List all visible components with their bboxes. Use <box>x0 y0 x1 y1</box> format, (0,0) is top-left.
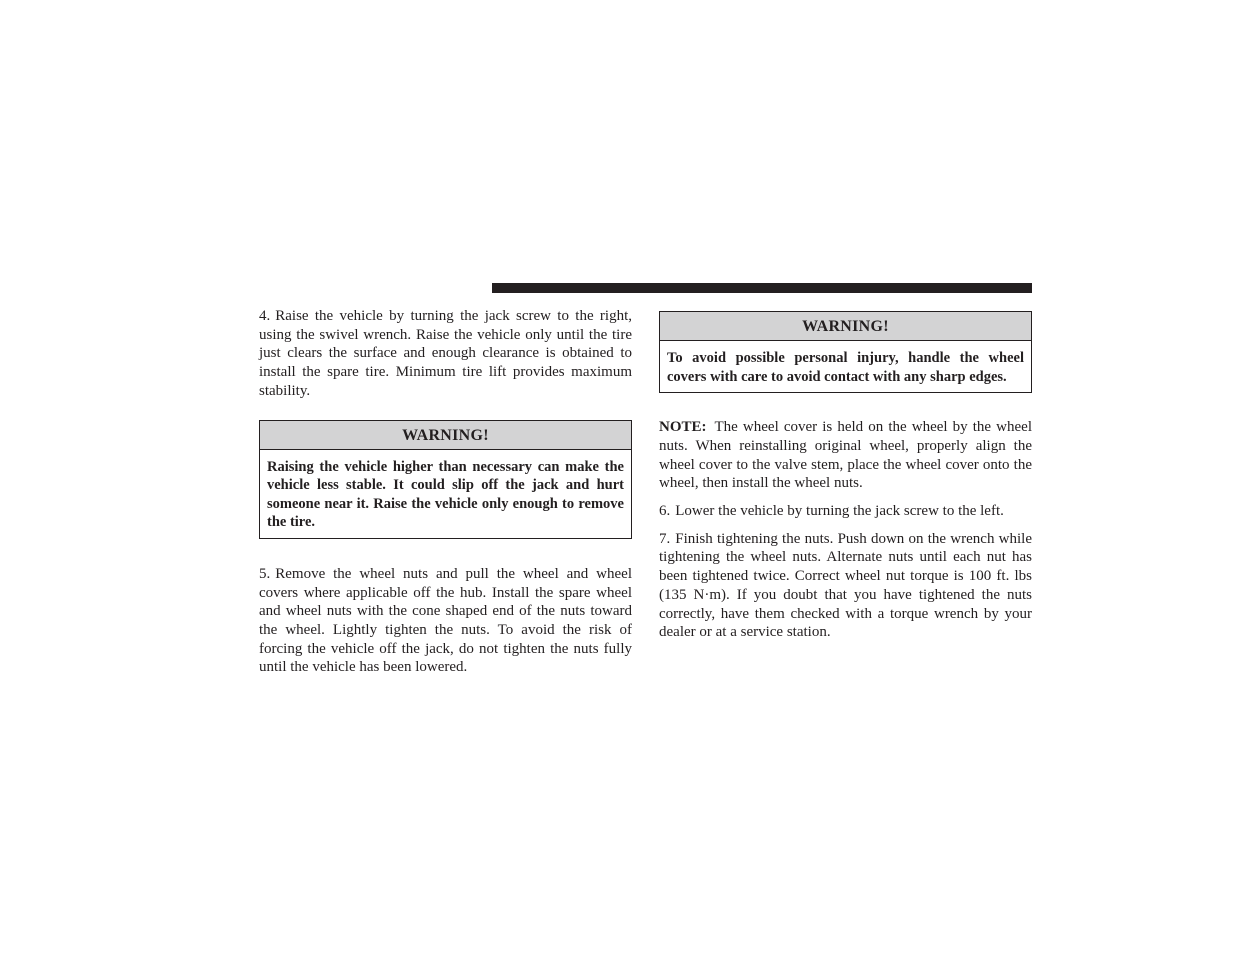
step-5-paragraph <box>259 565 632 677</box>
step-7-paragraph <box>659 530 1032 642</box>
right-column <box>659 307 1032 642</box>
wheel-cover-warning-text: To avoid possible personal injury, handle the wheel covers with care to avoid contact with any sharp edges. <box>667 350 1024 385</box>
note-paragraph <box>659 418 1032 493</box>
note-label: NOTE: <box>659 419 707 436</box>
jack-warning-text: Raising the vehicle higher than necessary can make the vehicle less stable. It could slip off the jack and hurt someone near it. Raise the vehicle only enough to remove the tire. <box>267 458 624 531</box>
step-4-text: Raise the vehicle by turning the jack screw to the right, using the swivel wrench. Raise the vehicle only until the tire just clears the surface and enough clearance is obtained to install the spare tire. Minimum tire lift provides maximum stability. <box>259 308 632 399</box>
step-4-paragraph <box>259 307 632 401</box>
step-7-number: 7. <box>659 530 671 547</box>
step-4-number: 4. <box>259 308 271 324</box>
wheel-cover-warning-box <box>659 311 1032 393</box>
left-column <box>259 307 632 677</box>
step-6-number: 6. <box>659 503 671 519</box>
note-text: The wheel cover is held on the wheel by the wheel nuts. When reinstalling original wheel, properly align the wheel cover to the valve stem, place the wheel cover onto the wheel, then install the wheel nuts. <box>659 419 1032 492</box>
header-rule <box>492 283 1032 293</box>
step-6-text: Lower the vehicle by turning the jack screw to the left. <box>675 503 1004 519</box>
step-5-number: 5. <box>259 565 271 582</box>
step-7-text: Finish tightening the nuts. Push down on the wrench while tightening the wheel nuts. Alternate nuts until each nut has been tightened twice. Correct wheel nut torque is 100 ft. lbs (135 N·m). If you doubt that you have tightened the nuts correctly, have them checked with a torque wrench by your dealer or at a service station. <box>659 530 1032 641</box>
step-5-text: Remove the wheel nuts and pull the wheel and wheel covers where applicable off the hub. Install the spare wheel and wheel nuts with the cone shaped end of the nuts toward the wheel. Lightly tighten the nuts. To avoid the risk of forcing the vehicle off the jack, do not tighten the nuts fully until the vehicle has been lowered. <box>259 565 632 676</box>
step-6-paragraph <box>659 502 1032 521</box>
jack-warning-box <box>259 420 632 539</box>
jack-warning-title: WARNING! <box>260 421 631 450</box>
wheel-cover-warning-title: WARNING! <box>660 312 1031 341</box>
